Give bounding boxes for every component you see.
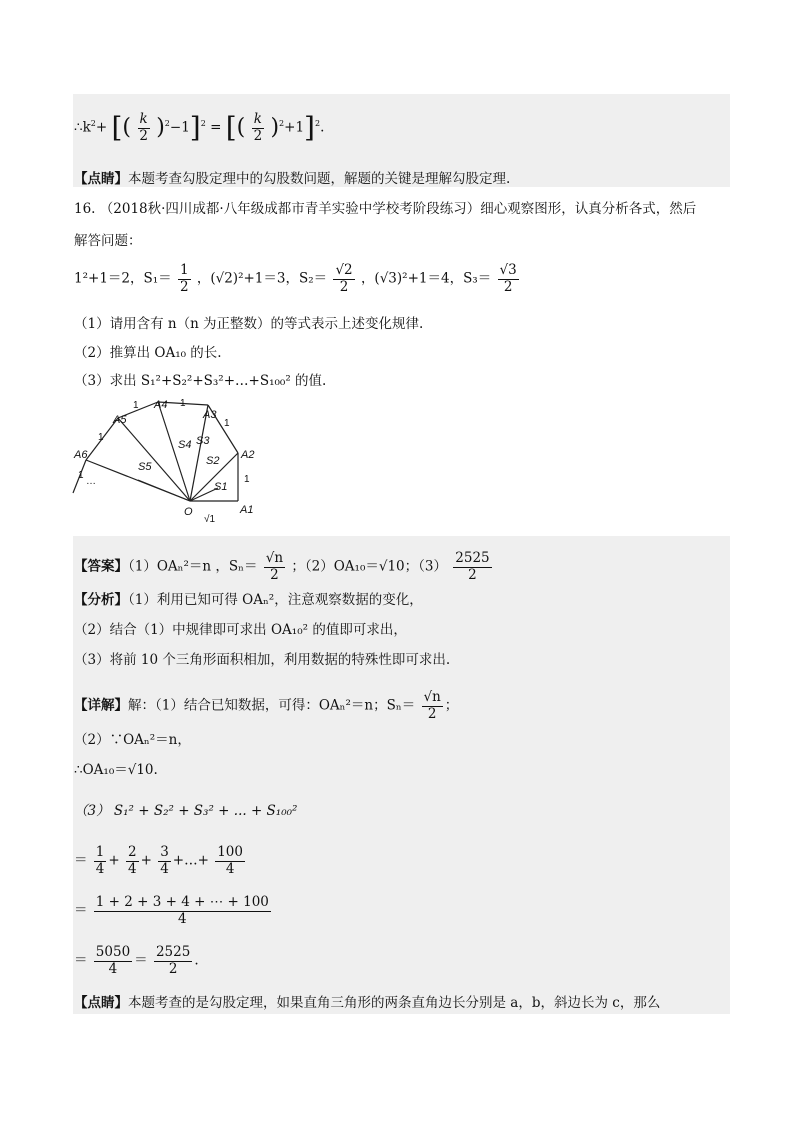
area-S1: S1 xyxy=(214,481,228,493)
sqrt-label: √1 xyxy=(204,514,216,525)
one-1: 1 xyxy=(133,400,139,411)
analysis-3: （3）将前 10 个三角形面积相加，利用数据的特殊性即可求出. xyxy=(74,652,451,668)
detail-4: （3） S₁² + S₂² + S₃² + ... + S₁₀₀² xyxy=(74,803,298,819)
problem-intro-2: 解答问题： xyxy=(74,233,142,249)
one-6: 1 xyxy=(78,470,84,481)
area-S4: S4 xyxy=(178,439,192,451)
area-S3: S3 xyxy=(196,435,210,447)
area-S2: S2 xyxy=(206,455,220,467)
label-A1: A1 xyxy=(240,504,254,516)
one-4: 1 xyxy=(98,432,104,443)
detail-5: ＝ $\frac{1}{4}$ + $\frac{2}{4}$ + $\frac{3}{4}$ +…+ $\frac{100}{4}$ xyxy=(74,844,243,877)
area-S5: S5 xyxy=(138,461,152,473)
top-formula: $\therefore k^2+$ [( $\frac{k}{2}$ )$^2$−1]$^2$ = [( $\frac{k}{2}$ )$^2$+1]$^2$. xyxy=(74,111,325,145)
problem-equations: 1²+1＝2，S₁＝ $\frac{1}{2}$ ，(√2)²+1＝3，S₂＝ $\frac{√2}{2}$ ，(√3)²+1＝4，S₃＝ $\frac{√3}{2}$ xyxy=(74,262,517,295)
k-over-2: $\frac{k}{2}$ xyxy=(139,111,148,144)
one-3: 1 xyxy=(224,418,230,429)
detail-2: （2）∵OAₙ²＝n， xyxy=(74,732,191,748)
label-A2: A2 xyxy=(241,449,255,461)
one-5: 1 xyxy=(244,474,250,485)
question-1: （1）请用含有 n（n 为正整数）的等式表示上述变化规律. xyxy=(74,316,424,332)
problem-header: 16. （2018秋·四川成都·八年级成都市青羊实验中学校考阶段练习）细心观察图形，认真分析各式，然后 xyxy=(74,201,697,217)
final-dianjing: 【点睛】本题考查的是勾股定理，如果直角三角形的两条直角边长分别是 a，b，斜边长为 c，那么 xyxy=(74,995,661,1011)
detail-6: ＝ $\frac{1 + 2 + 3 + 4 + \cdots + 100}{4}$ xyxy=(74,894,269,927)
ellipsis: … xyxy=(86,476,96,487)
detail-7: ＝ $\frac{5050}{4}$ ＝ $\frac{2525}{2}$ . xyxy=(74,944,199,977)
label-A5: A5 xyxy=(113,414,127,426)
k-over-2b: $\frac{k}{2}$ xyxy=(253,111,263,144)
label-A3: A3 xyxy=(203,409,217,421)
analysis-1: 【分析】（1）利用已知可得 OAₙ²，注意观察数据的变化， xyxy=(74,592,423,608)
question-3: （3）求出 S₁²+S₂²+S₃²+…+S₁₀₀² 的值. xyxy=(74,373,327,389)
label-A6: A6 xyxy=(74,449,88,461)
one-2: 1 xyxy=(180,398,186,409)
answer-line: 【答案】（1）OAₙ²＝n ，Sₙ＝ $\frac{√n}{2}$ ；（2）OA₁₀＝√10；（3） $\frac{2525}{2}$ xyxy=(74,550,490,583)
label-O: O xyxy=(184,506,193,518)
analysis-2: （2）结合（1）中规律即可求出 OA₁₀² 的值即可求出， xyxy=(74,622,407,638)
spiral-triangle-figure xyxy=(68,398,278,528)
detail-1: 【详解】解：（1）结合已知数据，可得：OAₙ²＝n；Sₙ＝ $\frac{√n}{2}$ ； xyxy=(74,689,459,722)
detail-3: ∴OA₁₀＝√10. xyxy=(74,762,158,778)
label-A4: A4 xyxy=(154,399,168,411)
question-2: （2）推算出 OA₁₀ 的长. xyxy=(74,345,222,361)
top-dianjing: 【点睛】本题考查勾股定理中的勾股数问题，解题的关键是理解勾股定理. xyxy=(74,171,511,187)
